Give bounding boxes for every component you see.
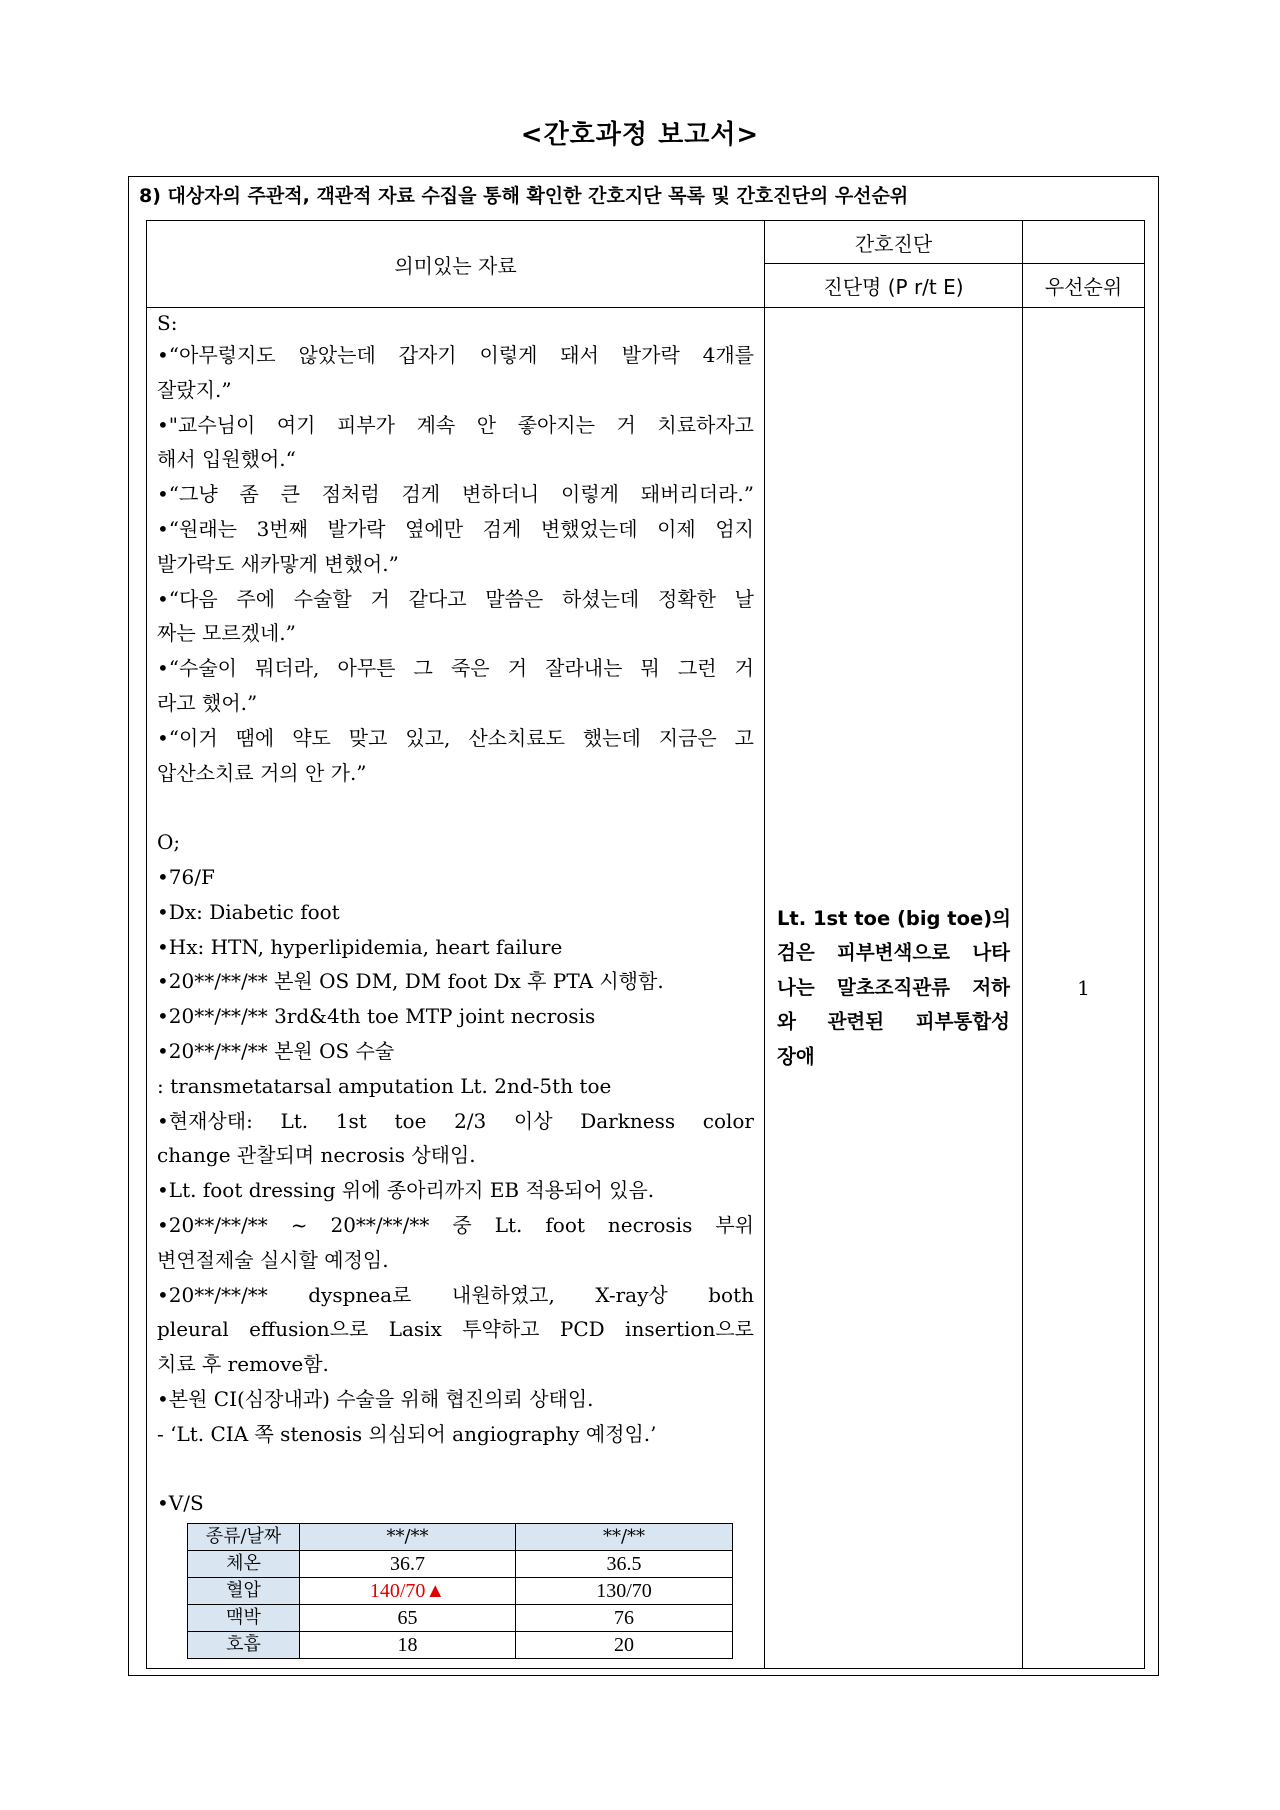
- meaningful-data-cell: [147, 308, 765, 1669]
- subjective-line: 잘랐지.”: [157, 377, 232, 402]
- header-priority: 우선순위: [1023, 264, 1145, 308]
- vs-header-cell: **/**: [300, 1524, 516, 1551]
- subjective-line: •“그냥 좀 큰 점처럼 검게 변하더니 이렇게 돼버리더라.”: [157, 482, 754, 507]
- diagnosis-line: 와 관련된 피부통합성: [777, 1010, 1010, 1034]
- subjective-line: •"교수님이 여기 피부가 계속 안 좋아지는 거 치료하자고: [157, 412, 754, 437]
- spacer: [157, 1452, 754, 1487]
- objective-line: •20**/**/** 본원 OS 수술: [157, 1038, 395, 1063]
- objective-label: O;: [157, 830, 181, 855]
- vs-value: 36.5: [516, 1551, 733, 1578]
- objective-line: 치료 후 remove함.: [157, 1352, 329, 1377]
- vs-value: 18: [300, 1632, 516, 1659]
- vs-value: 20: [516, 1632, 733, 1659]
- subjective-line: •“원래는 3번째 발가락 옆에만 검게 변했었는데 이제 엄지: [157, 516, 754, 541]
- objective-line: •Lt. foot dressing 위에 종아리까지 EB 적용되어 있음.: [157, 1178, 655, 1203]
- diagnosis-line: 나는 말초조직관류 저하: [777, 975, 1010, 999]
- subjective-label: S:: [157, 311, 178, 335]
- spacer: [157, 790, 754, 825]
- vs-value: 65: [300, 1605, 516, 1632]
- vs-row-temperature: [188, 1551, 733, 1578]
- diagnosis-line: 검은 피부변색으로 나타: [777, 941, 1010, 965]
- priority-cell: 1: [1023, 308, 1145, 1669]
- objective-line: •20**/**/** 3rd&4th toe MTP joint necrosis: [157, 1004, 596, 1029]
- section-title: 8) 대상자의 주관적, 객관적 자료 수집을 통해 확인한 간호지단 목록 및 간호진단의 우선순위: [139, 185, 909, 207]
- objective-line: change 관찰되며 necrosis 상태임.: [157, 1143, 476, 1168]
- header-meaningful-data: 의미있는 자료: [147, 221, 765, 308]
- document-title: <간호과정 보고서>: [520, 120, 760, 150]
- vital-signs-label: •V/S: [157, 1491, 204, 1516]
- subjective-line: •“다음 주에 수술할 거 같다고 말씀은 하셨는데 정확한 날: [157, 586, 754, 611]
- header-diagnosis-name: 진단명 (P r/t E): [765, 264, 1023, 308]
- objective-line: •20**/**/** 본원 OS DM, DM foot Dx 후 PTA 시행함.: [157, 969, 664, 994]
- vs-value: 36.7: [300, 1551, 516, 1578]
- subjective-line: •“수술이 뭐더라, 아무튼 그 죽은 거 잘라내는 뭐 그런 거: [157, 656, 754, 681]
- vs-value: 130/70: [516, 1578, 733, 1605]
- vs-row-blood-pressure: [188, 1578, 733, 1605]
- objective-line: •Dx: Diabetic foot: [157, 899, 340, 924]
- objective-line: : transmetatarsal amputation Lt. 2nd-5th toe: [157, 1073, 612, 1098]
- diagnosis-cell: [765, 308, 1023, 1669]
- subjective-line: 압산소치료 거의 안 가.”: [157, 760, 367, 785]
- objective-line: •20**/**/** dyspnea로 내원하였고, X-ray상 both: [157, 1282, 754, 1307]
- diagnosis-table: [146, 220, 1145, 1669]
- objective-line: •Hx: HTN, hyperlipidemia, heart failure: [157, 934, 563, 959]
- objective-line: •76/F: [157, 864, 215, 889]
- vs-header-cell: **/**: [516, 1524, 733, 1551]
- vs-row-pulse: [188, 1605, 733, 1632]
- diagnosis-line: 장애: [777, 1044, 815, 1068]
- objective-line: - ‘Lt. CIA 쪽 stenosis 의심되어 angiography 예정임.’: [157, 1421, 657, 1446]
- vs-row-label: 맥박: [188, 1605, 300, 1632]
- subjective-line: 라고 했어.”: [157, 690, 258, 715]
- objective-line: •본원 CI(심장내과) 수술을 위해 협진의뢰 상태임.: [157, 1386, 594, 1411]
- subjective-line: •“이거 땜에 약도 맞고 있고, 산소치료도 했는데 지금은 고: [157, 725, 754, 750]
- diagnosis-line: Lt. 1st toe (big toe)의: [777, 906, 1011, 930]
- subjective-line: •“아무렇지도 않았는데 갑자기 이렇게 돼서 발가락 4개를: [157, 343, 754, 367]
- header-empty-cell: [1023, 221, 1145, 264]
- subjective-line: 짜는 모르겠네.”: [157, 621, 296, 646]
- vital-signs-table: [187, 1523, 733, 1659]
- vs-row-respiration: [188, 1632, 733, 1659]
- vs-header-row: [188, 1524, 733, 1551]
- objective-line: 변연절제술 실시할 예정임.: [157, 1247, 389, 1272]
- vs-row-label: 체온: [188, 1551, 300, 1578]
- subjective-line: 해서 입원했어.“: [157, 447, 296, 472]
- vs-header-cell: 종류/날짜: [188, 1524, 300, 1551]
- objective-line: •20**/**/** ~ 20**/**/** 중 Lt. foot necrosis 부위: [157, 1212, 754, 1237]
- vs-value: 76: [516, 1605, 733, 1632]
- header-nursing-diagnosis: 간호진단: [765, 221, 1023, 264]
- vs-row-label: 호흡: [188, 1632, 300, 1659]
- objective-line: •현재상태: Lt. 1st toe 2/3 이상 Darkness color: [157, 1108, 754, 1133]
- vs-row-label: 혈압: [188, 1578, 300, 1605]
- objective-line: pleural effusion으로 Lasix 투약하고 PCD insertion으로: [157, 1317, 754, 1342]
- subjective-line: 발가락도 새카맣게 변했어.”: [157, 551, 399, 576]
- vs-value-elevated: 140/70▲: [300, 1578, 516, 1605]
